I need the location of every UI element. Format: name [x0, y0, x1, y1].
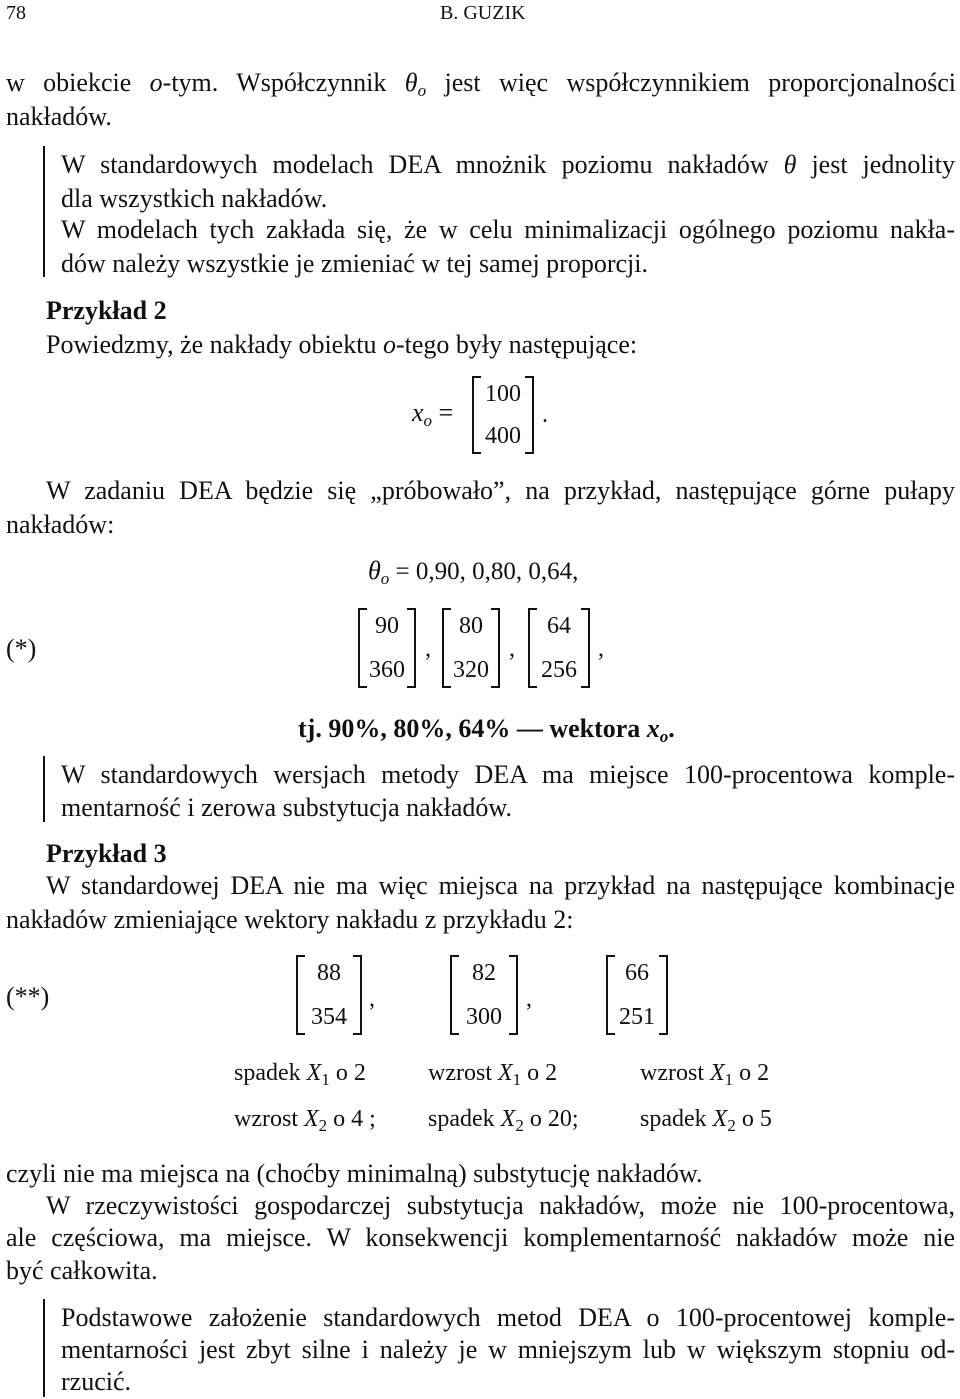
- subscript-index: 1: [321, 1070, 330, 1089]
- comma: ,: [425, 636, 431, 662]
- vector-value: 360: [369, 657, 405, 683]
- text-run: tj. 90%, 80%, 64% — wektora: [298, 714, 647, 743]
- paragraph-line: być całkowita.: [6, 1256, 158, 1285]
- text-run: spadek: [428, 1106, 501, 1132]
- vector-value: 354: [311, 1004, 347, 1030]
- comma: ,: [526, 986, 532, 1012]
- text-run: o 2: [521, 1060, 558, 1086]
- change-label: [428, 1060, 557, 1090]
- text-run: = 0,90, 0,80, 0,64,: [389, 558, 579, 585]
- note-line: Podstawowe założenie standardowych metod DEA o 100-procentowej komple-: [61, 1303, 955, 1332]
- text-run: W standardowych modelach DEA mnożnik poziomu nakładów: [61, 150, 784, 179]
- vector: [472, 376, 534, 454]
- symbol-o: o: [149, 68, 163, 97]
- margin-rule: [43, 756, 45, 822]
- vector-value: 88: [317, 960, 341, 986]
- note-line: [61, 150, 955, 180]
- vector-value: 100: [485, 381, 521, 407]
- text-run: jest jednolity: [796, 150, 955, 179]
- vector-value: 256: [541, 657, 577, 683]
- vector-value: 64: [547, 613, 571, 639]
- subscript-o: o: [423, 411, 433, 430]
- vector-value: 80: [459, 613, 483, 639]
- paragraph-line: nakładów.: [6, 102, 112, 131]
- subscript-o: o: [380, 569, 390, 588]
- comma: ,: [598, 636, 604, 662]
- text-run: Powiedzmy, że nakłady obiektu: [46, 330, 383, 359]
- margin-rule: [43, 146, 45, 277]
- text-run: spadek: [234, 1060, 307, 1086]
- equation-x-label: [412, 398, 453, 431]
- paragraph-line: nakładów:: [6, 510, 115, 539]
- vector-value: 90: [375, 613, 399, 639]
- text-run: jest więc współczynnikiem proporcjonalności: [426, 68, 957, 97]
- paragraph-line: W zadaniu DEA będzie się „próbowało”, na przykład, następujące górne pułapy: [46, 476, 955, 505]
- equation-marker: (**): [6, 982, 50, 1011]
- text-run: w obiekcie: [6, 68, 150, 97]
- subscript-o: o: [659, 727, 669, 746]
- vector: [528, 608, 590, 688]
- text-run: wzrost: [640, 1060, 710, 1086]
- vector: [606, 955, 668, 1035]
- symbol-theta: θ: [368, 556, 381, 585]
- symbol-x: x: [412, 398, 424, 427]
- change-label: [640, 1060, 769, 1090]
- paragraph-line: czyli nie ma miejsca na (choćby minimalną) substytucję nakładów.: [6, 1159, 703, 1188]
- subscript-index: 2: [318, 1116, 328, 1135]
- paragraph-line: nakładów zmieniające wektory nakładu z przykładu 2:: [6, 905, 574, 934]
- subscript-o: o: [417, 81, 427, 100]
- symbol-X: X: [497, 1060, 513, 1086]
- summary-line: [298, 714, 675, 747]
- text-run: -tego były następujące:: [395, 330, 638, 359]
- vector-value: 400: [485, 423, 521, 449]
- symbol-theta: θ: [404, 68, 418, 97]
- subscript-index: 2: [727, 1116, 736, 1135]
- paragraph-line: [46, 330, 637, 360]
- vector: [358, 608, 416, 688]
- comma: ,: [369, 986, 375, 1012]
- symbol-X: X: [709, 1060, 725, 1086]
- text-run: wzrost: [234, 1106, 304, 1132]
- text-run: o 5: [735, 1106, 772, 1132]
- symbol-X: X: [500, 1106, 516, 1132]
- symbol-X: X: [303, 1106, 319, 1132]
- period: .: [542, 402, 548, 428]
- page-number: 78: [6, 2, 26, 24]
- symbol-X: X: [712, 1106, 728, 1132]
- running-header-author: B. GUZIK: [440, 2, 526, 24]
- vector-value: 66: [625, 960, 649, 986]
- note-line: W standardowych wersjach metody DEA ma miejsce 100-procentowa komple-: [61, 760, 955, 789]
- symbol-X: X: [306, 1060, 322, 1086]
- text-run: -tym. Współczynnik: [162, 68, 405, 97]
- change-label: [640, 1106, 772, 1136]
- text-run: o 4 ;: [327, 1106, 376, 1132]
- change-label: [428, 1106, 579, 1136]
- note-line: dów należy wszystkie je zmieniać w tej samej proporcji.: [61, 249, 648, 278]
- text-run: wzrost: [428, 1060, 498, 1086]
- theta-values: [368, 556, 578, 589]
- subscript-index: 1: [724, 1070, 734, 1089]
- note-line: mentarność i zerowa substytucja nakładów.: [61, 793, 513, 822]
- note-line: mentarności jest zbyt silne i należy je w mniejszym lub w większym stopniu od-: [61, 1335, 955, 1364]
- change-label: [234, 1106, 376, 1136]
- equals-sign: =: [432, 398, 454, 427]
- vector-value: 251: [619, 1004, 655, 1030]
- symbol-theta: θ: [783, 150, 797, 179]
- example-heading: Przykład 2: [46, 296, 167, 325]
- vector-value: 320: [453, 657, 489, 683]
- vector: [442, 608, 500, 688]
- text-run: .: [668, 714, 675, 743]
- equation-marker: (*): [6, 634, 37, 663]
- symbol-o: o: [382, 330, 396, 359]
- paragraph-line: W standardowej DEA nie ma więc miejsca na przykład na następujące kombinacje: [46, 871, 955, 900]
- example-heading: Przykład 3: [46, 839, 167, 868]
- text-run: spadek: [640, 1106, 713, 1132]
- symbol-x: x: [646, 714, 660, 743]
- subscript-index: 1: [512, 1070, 522, 1089]
- vector: [450, 955, 518, 1035]
- margin-rule: [43, 1299, 45, 1397]
- note-line: dla wszystkich nakładów.: [61, 184, 328, 213]
- text-run: o 20;: [523, 1106, 579, 1132]
- comma: ,: [509, 636, 515, 662]
- vector-value: 82: [472, 960, 496, 986]
- paragraph-line: [6, 68, 956, 101]
- paragraph-line: ale częściowa, ma miejsce. W konsekwencji komplementarność nakładów może nie: [6, 1223, 955, 1252]
- vector: [296, 955, 362, 1035]
- note-line: rzucić.: [61, 1367, 132, 1396]
- paragraph-line: W rzeczywistości gospodarczej substytucja nakładów, może nie 100-procentowa,: [46, 1191, 955, 1220]
- note-line: W modelach tych zakłada się, że w celu minimalizacji ogólnego poziomu nakła-: [61, 215, 955, 244]
- text-run: o 2: [329, 1060, 366, 1086]
- text-run: o 2: [733, 1060, 770, 1086]
- change-label: [234, 1060, 366, 1090]
- vector-value: 300: [466, 1004, 502, 1030]
- subscript-index: 2: [515, 1116, 524, 1135]
